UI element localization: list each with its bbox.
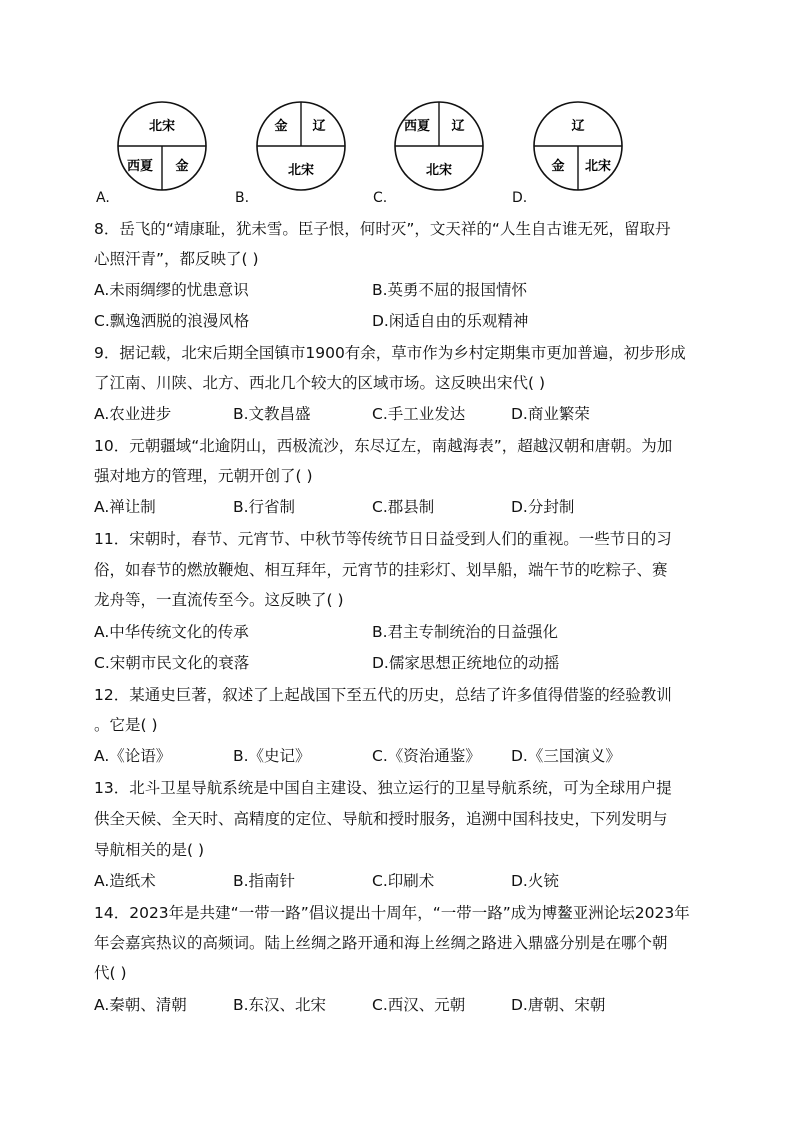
question-12-stem: 。它是( )	[94, 716, 158, 734]
question-14-option-b[interactable]: B.东汉、北宋	[233, 996, 327, 1014]
region-label: 金	[551, 159, 565, 174]
question-12-option-a[interactable]: A.《论语》	[94, 747, 172, 765]
question-13-option-c[interactable]: C.印刷术	[372, 872, 435, 890]
question-14-option-a[interactable]: A.秦朝、清朝	[94, 996, 187, 1014]
question-11-option-c[interactable]: C.宋朝市民文化的衰落	[94, 654, 250, 672]
question-13-stem: 供全天候、全天时、高精度的定位、导航和授时服务，追溯中国科技史，下列发明与	[94, 810, 668, 828]
question-10-stem: 10．元朝疆域“北逾阴山，西极流沙，东尽辽左，南越海表”，超越汉朝和唐朝。为加	[94, 437, 673, 455]
option-letter: C.	[373, 190, 388, 206]
diagram-option-b[interactable]	[235, 98, 355, 210]
question-10-option-c[interactable]: C.郡县制	[372, 498, 435, 516]
option-letter: D.	[512, 190, 528, 206]
diagram-option-c[interactable]	[373, 98, 493, 210]
question-10-option-b[interactable]: B.行省制	[233, 498, 296, 516]
question-13-option-d[interactable]: D.火铳	[511, 872, 559, 890]
question-11-option-b[interactable]: B.君主专制统治的日益强化	[372, 623, 559, 641]
question-12-option-c[interactable]: C.《资治通鉴》	[372, 747, 481, 765]
question-8-option-a[interactable]: A.未雨绸缪的忧患意识	[94, 281, 249, 299]
question-9-option-c[interactable]: C.手工业发达	[372, 405, 466, 423]
territory-pie-d	[530, 98, 626, 194]
region-label: 辽	[571, 119, 585, 134]
question-11-option-d[interactable]: D.儒家思想正统地位的动摇	[372, 654, 560, 672]
question-10-stem: 强对地方的管理，元朝开创了( )	[94, 467, 313, 485]
region-label: 北宋	[425, 163, 453, 178]
question-14-option-d[interactable]: D.唐朝、宋朝	[511, 996, 606, 1014]
question-13-option-a[interactable]: A.造纸术	[94, 872, 156, 890]
region-label: 辽	[312, 119, 326, 134]
question-9-option-a[interactable]: A.农业进步	[94, 405, 172, 423]
region-label: 金	[274, 119, 288, 134]
diagram-option-a[interactable]	[96, 98, 216, 210]
question-9-stem: 9．据记载，北宋后期全国镇市1900有余，草市作为乡村定期集市更加普遍，初步形成	[94, 344, 686, 362]
question-8-option-b[interactable]: B.英勇不屈的报国情怀	[372, 281, 528, 299]
region-label: 北宋	[584, 159, 612, 174]
region-label: 金	[175, 159, 189, 174]
option-letter: A.	[96, 190, 110, 206]
question-12-option-d[interactable]: D.《三国演义》	[511, 747, 621, 765]
question-13-stem: 导航相关的是( )	[94, 841, 205, 859]
question-10-option-d[interactable]: D.分封制	[511, 498, 575, 516]
region-label: 西夏	[403, 119, 431, 134]
question-11-stem: 俗，如春节的燃放鞭炮、相互拜年，元宵节的挂彩灯、划旱船，端午节的吃粽子、赛	[94, 561, 668, 579]
question-9-option-d[interactable]: D.商业繁荣	[511, 405, 590, 423]
question-8-stem: 心照汗青”，都反映了( )	[94, 250, 259, 268]
question-14-stem: 代( )	[94, 964, 127, 982]
territory-pie-b	[253, 98, 349, 194]
region-label: 辽	[451, 119, 465, 134]
question-14-option-c[interactable]: C.西汉、元朝	[372, 996, 466, 1014]
question-14-stem: 14．2023年是共建“一带一路”倡议提出十周年，“一带一路”成为博鳌亚洲论坛2023年	[94, 904, 690, 922]
question-8-option-d[interactable]: D.闲适自由的乐观精神	[372, 312, 529, 330]
question-9-stem: 了江南、川陕、北方、西北几个较大的区域市场。这反映出宋代( )	[94, 374, 546, 392]
option-letter: B.	[235, 190, 250, 206]
question-8-option-c[interactable]: C.飘逸洒脱的浪漫风格	[94, 312, 250, 330]
question-9-option-b[interactable]: B.文教昌盛	[233, 405, 311, 423]
question-14-stem: 年会嘉宾热议的高频词。陆上丝绸之路开通和海上丝绸之路进入鼎盛分别是在哪个朝	[94, 934, 668, 952]
question-11-option-a[interactable]: A.中华传统文化的传承	[94, 623, 249, 641]
question-10-option-a[interactable]: A.禅让制	[94, 498, 156, 516]
region-label: 北宋	[287, 163, 315, 178]
question-13-stem: 13．北斗卫星导航系统是中国自主建设、独立运行的卫星导航系统，可为全球用户提	[94, 779, 672, 797]
question-11-stem: 龙舟等，一直流传至今。这反映了( )	[94, 591, 344, 609]
diagram-option-d[interactable]	[512, 98, 632, 210]
territory-pie-c	[391, 98, 487, 194]
question-12-option-b[interactable]: B.《史记》	[233, 747, 311, 765]
question-13-option-b[interactable]: B.指南针	[233, 872, 296, 890]
question-12-stem: 12．某通史巨著，叙述了上起战国下至五代的历史，总结了许多值得借鉴的经验教训	[94, 686, 672, 704]
region-label: 北宋	[148, 119, 176, 134]
region-label: 西夏	[126, 159, 154, 174]
question-11-stem: 11．宋朝时，春节、元宵节、中秋节等传统节日日益受到人们的重视。一些节日的习	[94, 530, 672, 548]
territory-pie-a	[114, 98, 210, 194]
question-8-stem: 8．岳飞的“靖康耻，犹未雪。臣子恨，何时灭”，文天祥的“人生自古谁无死，留取丹	[94, 220, 671, 238]
